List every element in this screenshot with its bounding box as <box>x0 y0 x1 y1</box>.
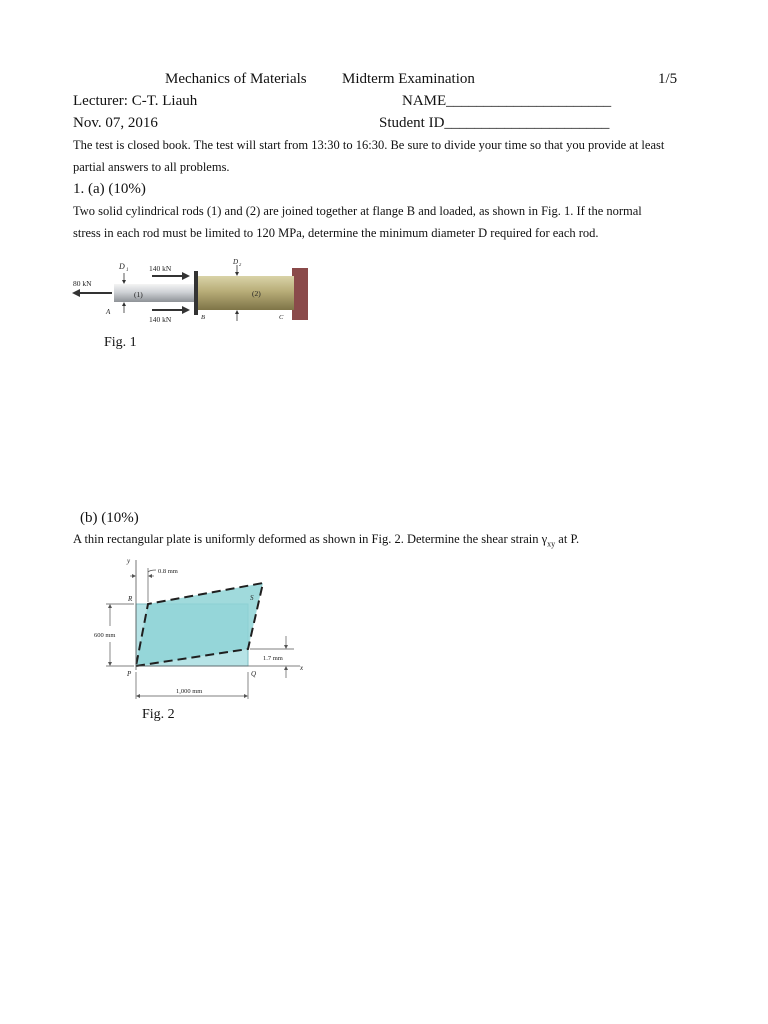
label-point-r: R <box>128 595 133 603</box>
figure-2-caption: Fig. 2 <box>142 707 175 722</box>
arrow-140kn-bottom-head <box>182 306 190 314</box>
label-rod-2: (2) <box>252 289 261 298</box>
lecturer-line: Lecturer: C-T. Liauh <box>73 93 198 109</box>
name-field: NAME______________________ <box>402 93 612 109</box>
label-point-p: P <box>127 670 132 678</box>
rod-2 <box>196 276 294 310</box>
problem-1b-text-end: at P. <box>555 532 580 546</box>
problem-1a-heading: 1. (a) (10%) <box>73 181 146 197</box>
label-point-a: A <box>106 308 111 316</box>
label-1000mm: 1,000 mm <box>176 688 203 695</box>
problem-1b-text-subscript: xy <box>547 539 556 549</box>
instructions-line-1: The test is closed book. The test will start from 13:30 to 16:30. Be sure to divide your time so that you provide at least <box>73 138 665 152</box>
label-d1: D <box>119 262 125 271</box>
label-600mm: 600 mm <box>94 632 116 639</box>
arrow-80kn-head <box>72 289 80 297</box>
exam-title: Midterm Examination <box>342 71 475 87</box>
axis-y-label: y <box>127 557 131 565</box>
label-0-8mm: 0.8 mm <box>158 568 178 575</box>
figure-1-caption: Fig. 1 <box>104 335 137 350</box>
figure-2-plate <box>90 554 315 704</box>
rod-1 <box>114 284 194 302</box>
flange-b <box>194 271 198 315</box>
label-d1-sub: 1 <box>126 268 129 273</box>
exam-date: Nov. 07, 2016 <box>73 115 158 131</box>
label-point-q: Q <box>251 670 257 678</box>
arrow-140kn-top-head <box>182 272 190 280</box>
problem-1a-text-line-2: stress in each rod must be limited to 120 MPa, determine the minimum diameter D required for each rod. <box>73 226 599 240</box>
problem-1b-heading: (b) (10%) <box>80 510 139 526</box>
label-d2: D <box>233 258 239 266</box>
label-140kn-top: 140 kN <box>149 264 172 273</box>
label-rod-1: (1) <box>134 290 143 299</box>
page-number: 1/5 <box>658 71 678 87</box>
problem-1b-text-main: A thin rectangular plate is uniformly deformed as shown in Fig. 2. Determine the shear strain γ <box>73 532 548 546</box>
course-title: Mechanics of Materials <box>165 71 307 87</box>
label-140kn-bottom: 140 kN <box>149 315 172 324</box>
label-point-s: S <box>250 594 254 602</box>
label-80kn: 80 kN <box>73 279 92 288</box>
label-1-7mm: 1.7 mm <box>263 655 283 662</box>
axis-x-label: x <box>300 664 304 672</box>
figure-1-rods <box>70 255 315 327</box>
instructions-line-2: partial answers to all problems. <box>73 160 230 174</box>
label-d2-sub: 2 <box>239 262 242 267</box>
label-point-b: B <box>201 314 205 321</box>
student-id-field: Student ID______________________ <box>379 115 610 131</box>
fixed-wall <box>292 268 308 320</box>
problem-1b-text <box>73 532 579 549</box>
problem-1a-text-line-1: Two solid cylindrical rods (1) and (2) are joined together at flange B and loaded, as shown in Fig. 1. If the normal <box>73 204 642 218</box>
label-point-c: C <box>279 314 284 321</box>
